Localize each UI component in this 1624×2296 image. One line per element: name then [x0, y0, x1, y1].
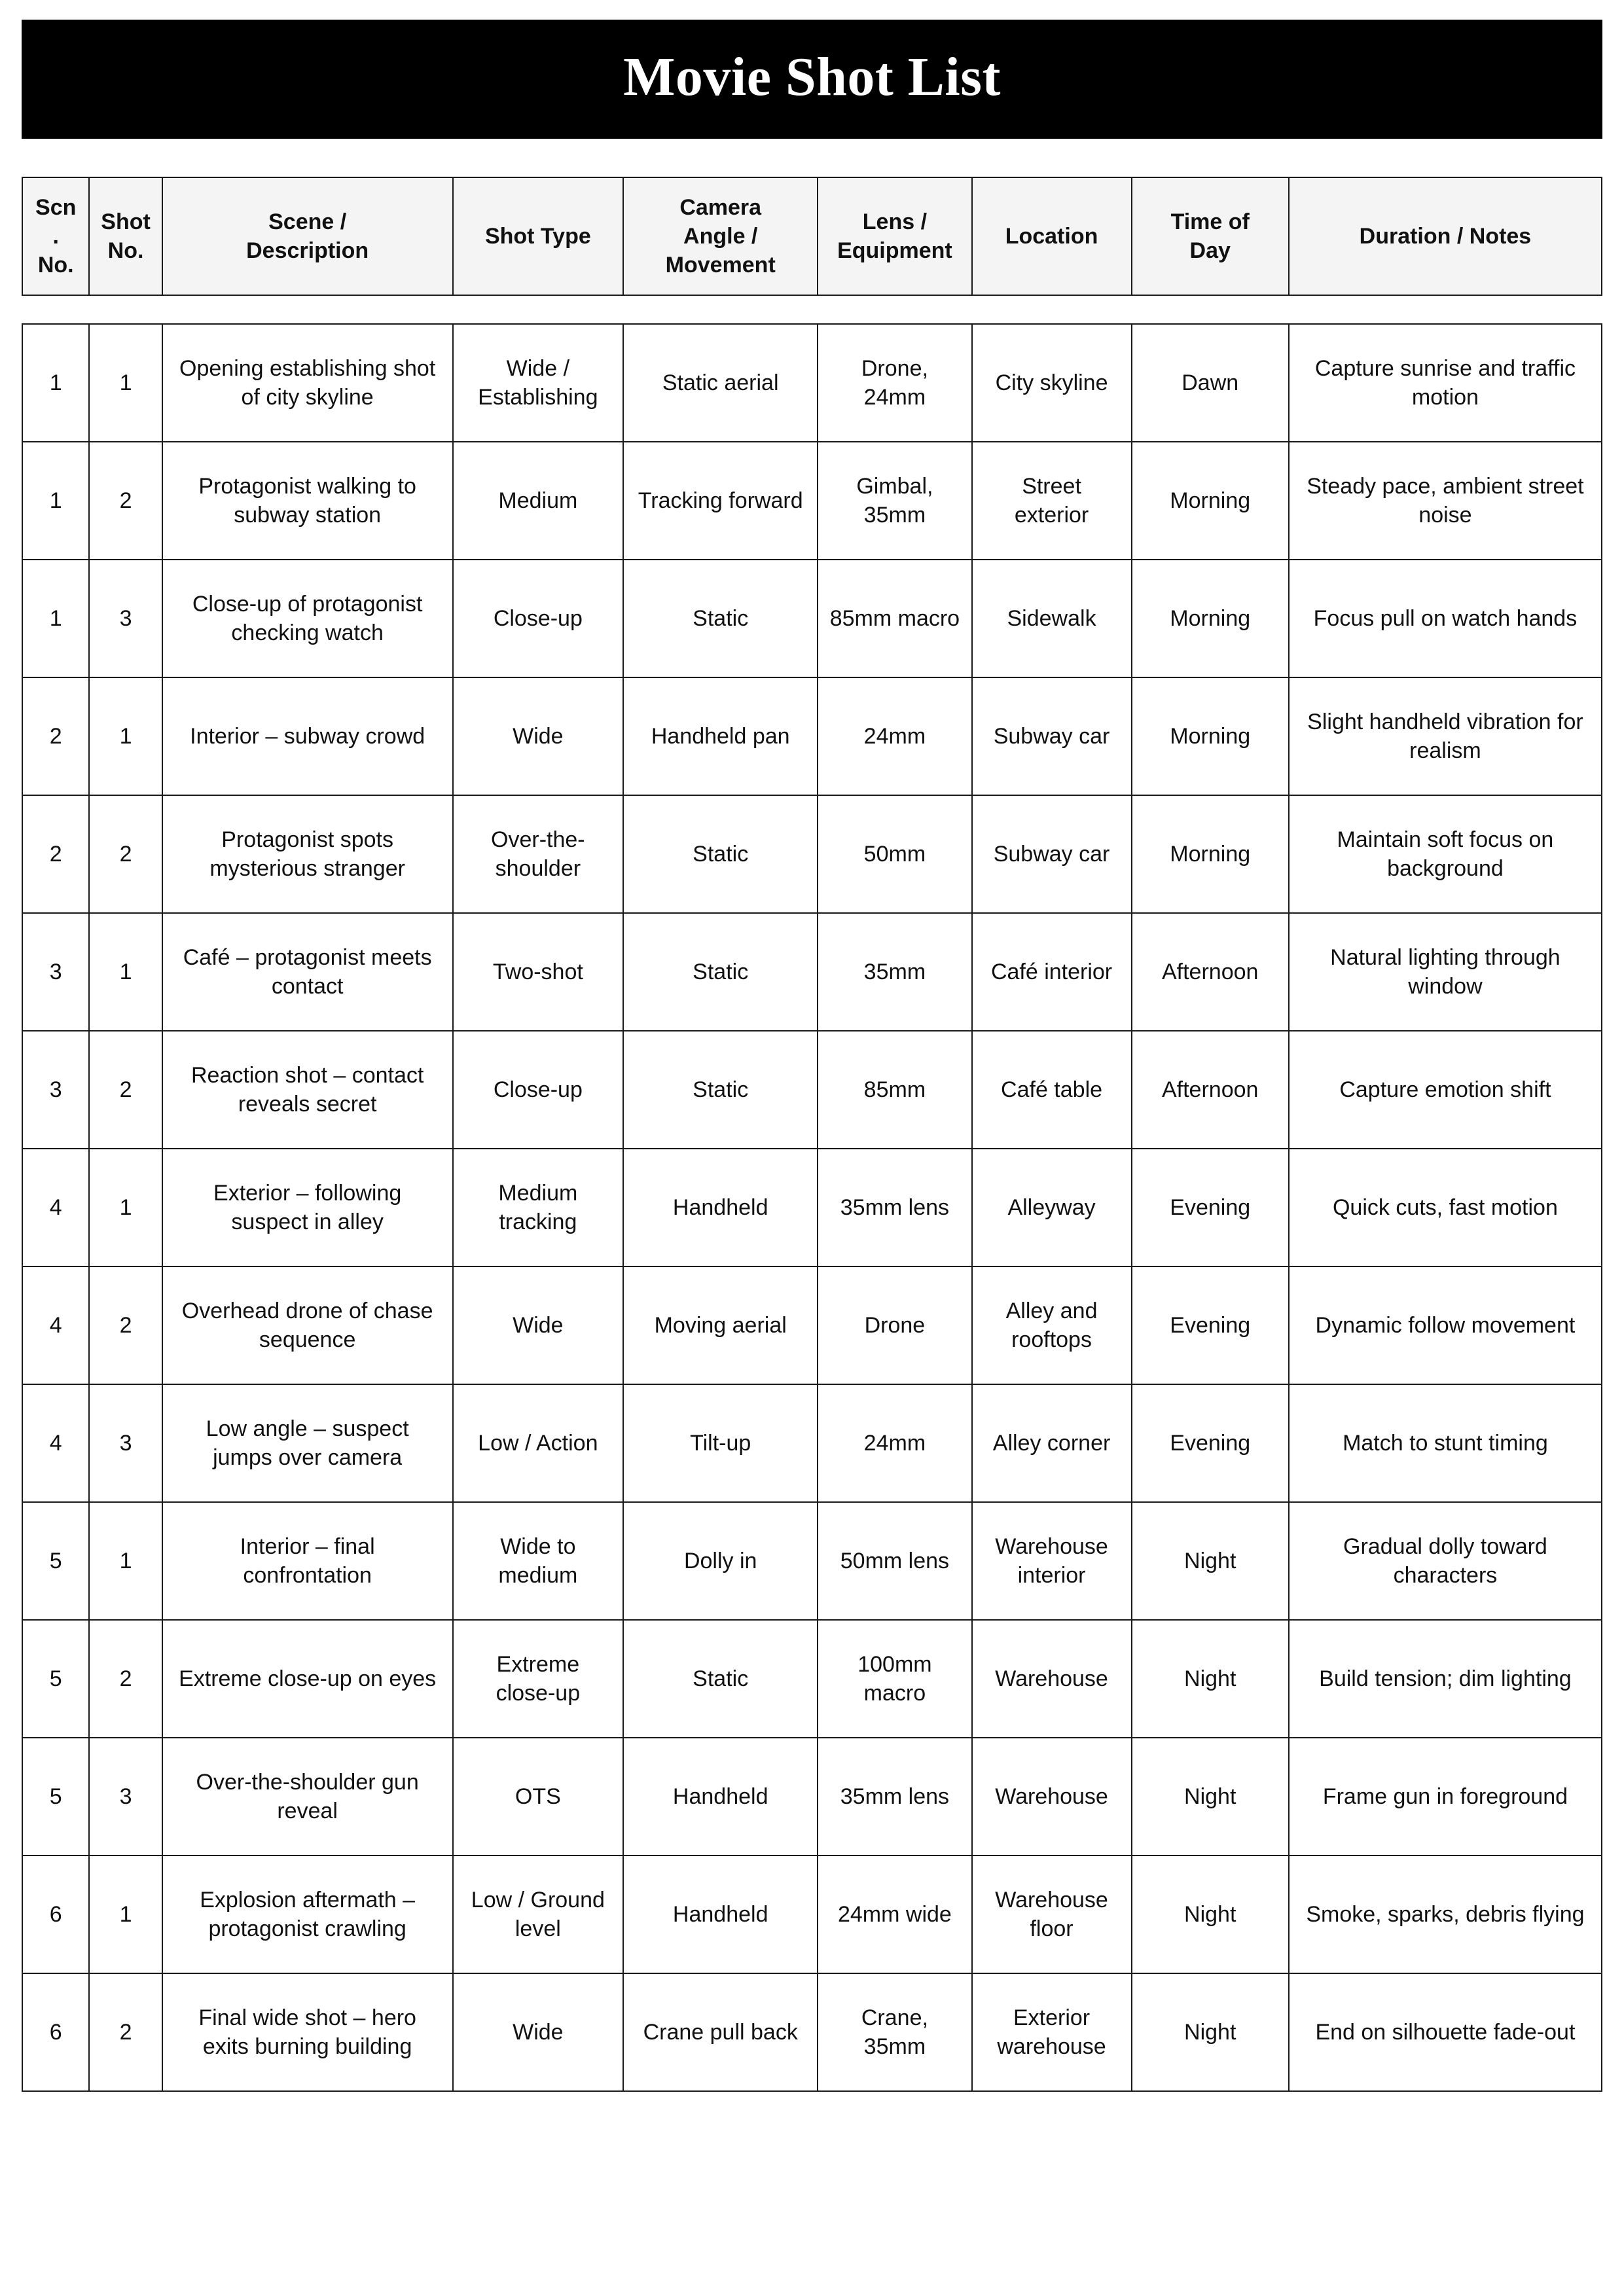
cell-time: Dawn: [1132, 324, 1289, 442]
cell-shot: 2: [89, 1620, 162, 1738]
cell-shot: 2: [89, 1031, 162, 1149]
table-row: [22, 1738, 1602, 1856]
cell-type: Wide: [453, 1266, 624, 1384]
cell-scn: 3: [22, 913, 89, 1031]
cell-shot: 2: [89, 1266, 162, 1384]
cell-lens: Gimbal, 35mm: [818, 442, 971, 560]
cell-loc: Street exterior: [972, 442, 1132, 560]
cell-angle: Static: [623, 1031, 818, 1149]
table-row: [22, 1031, 1602, 1149]
column-header-time: Time of Day: [1132, 177, 1289, 295]
cell-scn: 3: [22, 1031, 89, 1149]
cell-loc: Alley corner: [972, 1384, 1132, 1502]
cell-notes: Capture emotion shift: [1289, 1031, 1602, 1149]
cell-desc: Overhead drone of chase sequence: [162, 1266, 453, 1384]
cell-type: Wide / Establishing: [453, 324, 624, 442]
cell-lens: 35mm lens: [818, 1149, 971, 1266]
table-row: [22, 324, 1602, 442]
column-header-lens: Lens / Equipment: [818, 177, 971, 295]
cell-notes: End on silhouette fade-out: [1289, 1973, 1602, 2091]
cell-notes: Smoke, sparks, debris flying: [1289, 1856, 1602, 1973]
cell-type: Two-shot: [453, 913, 624, 1031]
table-row: [22, 913, 1602, 1031]
cell-scn: 5: [22, 1502, 89, 1620]
cell-angle: Handheld pan: [623, 677, 818, 795]
table-header: [22, 177, 1602, 295]
table-row: [22, 1502, 1602, 1620]
cell-scn: 5: [22, 1738, 89, 1856]
cell-desc: Opening establishing shot of city skyline: [162, 324, 453, 442]
shot-list-body-table: [22, 323, 1602, 2092]
cell-loc: Subway car: [972, 677, 1132, 795]
cell-desc: Protagonist spots mysterious stranger: [162, 795, 453, 913]
cell-type: Extreme close-up: [453, 1620, 624, 1738]
table-body: [22, 324, 1602, 2091]
cell-type: Close-up: [453, 1031, 624, 1149]
cell-scn: 4: [22, 1149, 89, 1266]
cell-time: Morning: [1132, 677, 1289, 795]
cell-lens: 85mm: [818, 1031, 971, 1149]
cell-scn: 2: [22, 677, 89, 795]
cell-desc: Exterior – following suspect in alley: [162, 1149, 453, 1266]
table-row: [22, 1149, 1602, 1266]
table-row: [22, 442, 1602, 560]
cell-type: Medium tracking: [453, 1149, 624, 1266]
cell-notes: Quick cuts, fast motion: [1289, 1149, 1602, 1266]
cell-desc: Interior – final confrontation: [162, 1502, 453, 1620]
column-header-scn: Scn. No.: [22, 177, 89, 295]
cell-notes: Match to stunt timing: [1289, 1384, 1602, 1502]
cell-lens: 50mm lens: [818, 1502, 971, 1620]
cell-notes: Gradual dolly toward characters: [1289, 1502, 1602, 1620]
cell-scn: 4: [22, 1384, 89, 1502]
cell-desc: Protagonist walking to subway station: [162, 442, 453, 560]
table-row: [22, 677, 1602, 795]
cell-loc: Sidewalk: [972, 560, 1132, 677]
cell-scn: 4: [22, 1266, 89, 1384]
cell-notes: Focus pull on watch hands: [1289, 560, 1602, 677]
cell-angle: Handheld: [623, 1149, 818, 1266]
cell-angle: Static aerial: [623, 324, 818, 442]
cell-time: Night: [1132, 1738, 1289, 1856]
cell-scn: 1: [22, 324, 89, 442]
cell-shot: 1: [89, 1149, 162, 1266]
cell-type: Medium: [453, 442, 624, 560]
cell-shot: 2: [89, 1973, 162, 2091]
column-header-type: Shot Type: [453, 177, 624, 295]
column-header-loc: Location: [972, 177, 1132, 295]
cell-lens: 50mm: [818, 795, 971, 913]
cell-shot: 1: [89, 1502, 162, 1620]
cell-desc: Extreme close-up on eyes: [162, 1620, 453, 1738]
cell-angle: Tilt-up: [623, 1384, 818, 1502]
cell-time: Night: [1132, 1502, 1289, 1620]
cell-lens: 100mm macro: [818, 1620, 971, 1738]
cell-desc: Over-the-shoulder gun reveal: [162, 1738, 453, 1856]
cell-loc: Exterior warehouse: [972, 1973, 1132, 2091]
shot-list-header-table: [22, 177, 1602, 296]
cell-angle: Handheld: [623, 1738, 818, 1856]
cell-notes: Capture sunrise and traffic motion: [1289, 324, 1602, 442]
header-row: [22, 177, 1602, 295]
cell-type: OTS: [453, 1738, 624, 1856]
cell-desc: Café – protagonist meets contact: [162, 913, 453, 1031]
cell-desc: Interior – subway crowd: [162, 677, 453, 795]
column-header-angle: Camera Angle / Movement: [623, 177, 818, 295]
cell-scn: 2: [22, 795, 89, 913]
cell-type: Wide: [453, 677, 624, 795]
cell-lens: 35mm: [818, 913, 971, 1031]
cell-time: Morning: [1132, 560, 1289, 677]
cell-notes: Frame gun in foreground: [1289, 1738, 1602, 1856]
cell-angle: Crane pull back: [623, 1973, 818, 2091]
cell-loc: Warehouse: [972, 1738, 1132, 1856]
cell-lens: 24mm: [818, 677, 971, 795]
cell-lens: Drone: [818, 1266, 971, 1384]
cell-loc: Warehouse floor: [972, 1856, 1132, 1973]
cell-time: Evening: [1132, 1149, 1289, 1266]
cell-notes: Natural lighting through window: [1289, 913, 1602, 1031]
cell-time: Evening: [1132, 1384, 1289, 1502]
cell-type: Low / Action: [453, 1384, 624, 1502]
column-header-notes: Duration / Notes: [1289, 177, 1602, 295]
cell-loc: City skyline: [972, 324, 1132, 442]
cell-shot: 1: [89, 677, 162, 795]
cell-angle: Static: [623, 560, 818, 677]
cell-lens: 24mm wide: [818, 1856, 971, 1973]
cell-loc: Alleyway: [972, 1149, 1132, 1266]
cell-shot: 2: [89, 795, 162, 913]
cell-desc: Explosion aftermath – protagonist crawling: [162, 1856, 453, 1973]
cell-notes: Steady pace, ambient street noise: [1289, 442, 1602, 560]
cell-scn: 6: [22, 1973, 89, 2091]
cell-angle: Static: [623, 795, 818, 913]
cell-type: Wide to medium: [453, 1502, 624, 1620]
table-row: [22, 1856, 1602, 1973]
cell-loc: Alley and rooftops: [972, 1266, 1132, 1384]
cell-loc: Warehouse: [972, 1620, 1132, 1738]
page-title: Movie Shot List: [623, 46, 1001, 107]
cell-angle: Moving aerial: [623, 1266, 818, 1384]
cell-shot: 3: [89, 1738, 162, 1856]
cell-scn: 1: [22, 560, 89, 677]
cell-time: Night: [1132, 1973, 1289, 2091]
table-row: [22, 1384, 1602, 1502]
column-header-shot: Shot No.: [89, 177, 162, 295]
cell-loc: Café table: [972, 1031, 1132, 1149]
cell-notes: Slight handheld vibration for realism: [1289, 677, 1602, 795]
cell-shot: 1: [89, 913, 162, 1031]
cell-desc: Low angle – suspect jumps over camera: [162, 1384, 453, 1502]
cell-desc: Reaction shot – contact reveals secret: [162, 1031, 453, 1149]
cell-shot: 2: [89, 442, 162, 560]
cell-lens: Crane, 35mm: [818, 1973, 971, 2091]
cell-lens: 24mm: [818, 1384, 971, 1502]
cell-notes: Maintain soft focus on background: [1289, 795, 1602, 913]
cell-lens: 35mm lens: [818, 1738, 971, 1856]
cell-angle: Dolly in: [623, 1502, 818, 1620]
title-banner: [22, 20, 1602, 139]
cell-type: Wide: [453, 1973, 624, 2091]
cell-time: Afternoon: [1132, 1031, 1289, 1149]
cell-angle: Handheld: [623, 1856, 818, 1973]
cell-lens: Drone, 24mm: [818, 324, 971, 442]
cell-time: Evening: [1132, 1266, 1289, 1384]
cell-time: Night: [1132, 1856, 1289, 1973]
table-row: [22, 1266, 1602, 1384]
cell-type: Low / Ground level: [453, 1856, 624, 1973]
table-row: [22, 1973, 1602, 2091]
cell-shot: 3: [89, 560, 162, 677]
cell-desc: Final wide shot – hero exits burning building: [162, 1973, 453, 2091]
cell-loc: Café interior: [972, 913, 1132, 1031]
cell-notes: Build tension; dim lighting: [1289, 1620, 1602, 1738]
cell-angle: Tracking forward: [623, 442, 818, 560]
cell-type: Over-the-shoulder: [453, 795, 624, 913]
cell-shot: 3: [89, 1384, 162, 1502]
cell-time: Morning: [1132, 442, 1289, 560]
cell-shot: 1: [89, 1856, 162, 1973]
cell-scn: 6: [22, 1856, 89, 1973]
cell-type: Close-up: [453, 560, 624, 677]
cell-lens: 85mm macro: [818, 560, 971, 677]
table-row: [22, 560, 1602, 677]
table-row: [22, 795, 1602, 913]
cell-shot: 1: [89, 324, 162, 442]
cell-loc: Subway car: [972, 795, 1132, 913]
cell-scn: 5: [22, 1620, 89, 1738]
cell-angle: Static: [623, 913, 818, 1031]
cell-scn: 1: [22, 442, 89, 560]
cell-desc: Close-up of protagonist checking watch: [162, 560, 453, 677]
cell-notes: Dynamic follow movement: [1289, 1266, 1602, 1384]
column-header-desc: Scene / Description: [162, 177, 453, 295]
table-row: [22, 1620, 1602, 1738]
cell-time: Afternoon: [1132, 913, 1289, 1031]
cell-loc: Warehouse interior: [972, 1502, 1132, 1620]
cell-angle: Static: [623, 1620, 818, 1738]
cell-time: Night: [1132, 1620, 1289, 1738]
cell-time: Morning: [1132, 795, 1289, 913]
